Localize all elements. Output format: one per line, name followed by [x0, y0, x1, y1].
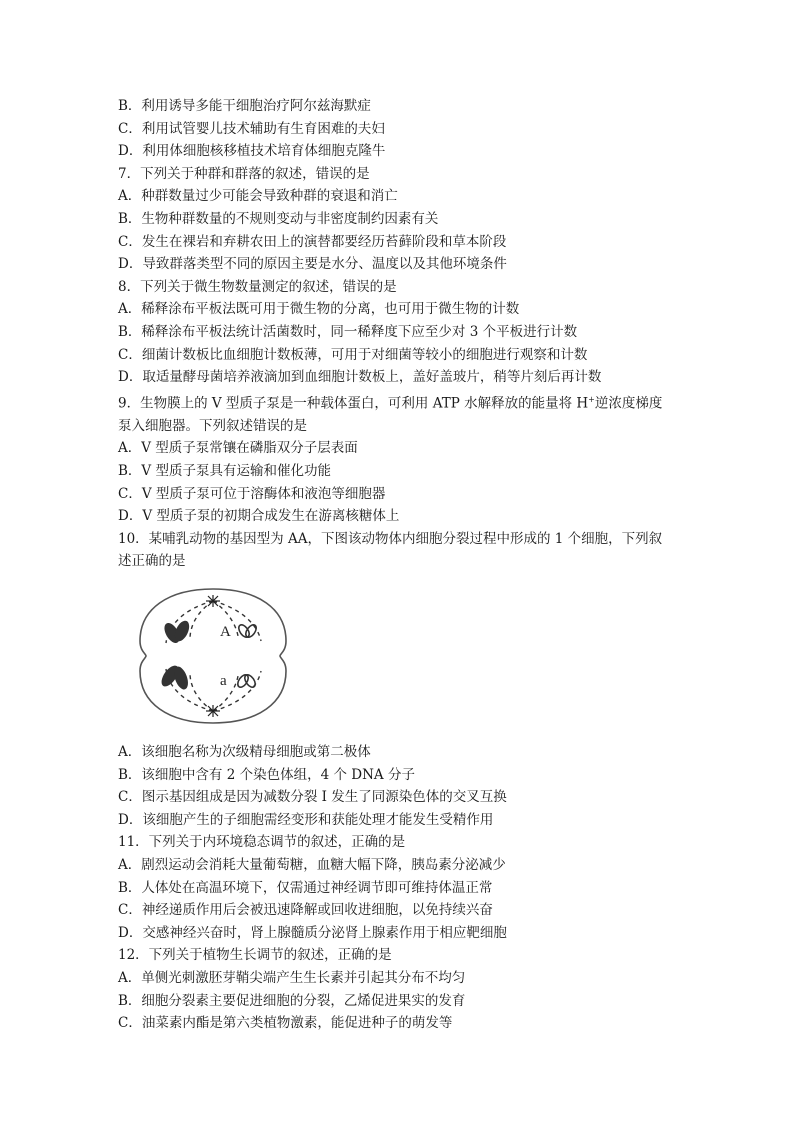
q10-stem-line-1: 10．某哺乳动物的基因型为 AA，下图该动物体内细胞分裂过程中形成的 1 个细胞，下列叙 [118, 530, 663, 547]
centrosome-bottom [206, 705, 220, 717]
q7-option-c: C．发生在裸岩和弃耕农田上的演替都要经历苔藓阶段和草本阶段 [118, 233, 507, 250]
q9-stem-superscript: + [588, 394, 595, 404]
q11-option-c: C．神经递质作用后会被迅速降解或回收进细胞，以免持续兴奋 [118, 902, 493, 919]
q11-option-d: D．交感神经兴奋时，肾上腺髓质分泌肾上腺素作用于相应靶细胞 [118, 924, 507, 941]
q7-option-b: B．生物种群数量的不规则变动与非密度制约因素有关 [118, 210, 439, 227]
q12-option-a: A．单侧光刺激胚芽鞘尖端产生生长素并引起其分布不均匀 [118, 969, 466, 986]
exam-page [118, 95, 678, 1035]
q8-option-a: A．稀释涂布平板法既可用于微生物的分离，也可用于微生物的计数 [118, 301, 520, 318]
q8-option-b: B．稀释涂布平板法统计活菌数时，同一稀释度下应至少对 3 个平板进行计数 [118, 323, 578, 340]
q10-option-b: B．该细胞中含有 2 个染色体组，4 个 DNA 分子 [118, 766, 415, 783]
centrosome-top [206, 595, 220, 607]
q9-stem-text-b: 逆浓度梯度 [594, 395, 663, 412]
q6-option-d: D．利用体细胞核移植技术培育体细胞克隆牛 [118, 143, 386, 160]
cell-membrane [140, 589, 286, 723]
q11-stem: 11．下列关于内环境稳态调节的叙述，正确的是 [118, 834, 406, 851]
q12-option-b: B．细胞分裂素主要促进细胞的分裂，乙烯促进果实的发育 [118, 992, 466, 1009]
q8-stem: 8．下列关于微生物数量测定的叙述，错误的是 [118, 278, 397, 295]
q7-option-a: A．种群数量过少可能会导致种群的衰退和消亡 [118, 188, 398, 205]
q11-option-b: B．人体处在高温环境下，仅需通过神经调节即可维持体温正常 [118, 879, 493, 896]
q9-stem-text-a: 9．生物膜上的 V 型质子泵是一种载体蛋白，可利用 ATP 水解释放的能量将 H [118, 395, 589, 412]
q7-stem: 7．下列关于种群和群落的叙述，错误的是 [118, 165, 370, 182]
q9-option-a: A．V 型质子泵常镶在磷脂双分子层表面 [118, 440, 358, 457]
chromosome-upper-right [237, 623, 259, 639]
q8-option-d: D．取适量酵母菌培养液滴加到血细胞计数板上，盖好盖玻片，稍等片刻后再计数 [118, 369, 602, 386]
q10-stem-line-2: 述正确的是 [118, 553, 186, 570]
q12-option-c: C．油菜素内酯是第六类植物激素，能促进种子的萌发等 [118, 1015, 453, 1032]
chromosome-lower-left [158, 663, 191, 692]
cell-division-figure [128, 581, 298, 731]
q7-option-d: D．导致群落类型不同的原因主要是水分、温度以及其他环境条件 [118, 256, 507, 273]
allele-label-lower: a [220, 672, 227, 689]
allele-label-upper: A [220, 623, 231, 640]
q9-option-c: C．V 型质子泵可位于溶酶体和液泡等细胞器 [118, 485, 386, 502]
q9-stem-line-2: 泵入细胞器。下列叙述错误的是 [118, 417, 307, 434]
q11-option-a: A．剧烈运动会消耗大量葡萄糖，血糖大幅下降，胰岛素分泌减少 [118, 856, 506, 873]
chromosome-lower-right [236, 673, 258, 689]
q9-stem-line-1 [118, 389, 678, 415]
q8-option-c: C．细菌计数板比血细胞计数板薄，可用于对细菌等较小的细胞进行观察和计数 [118, 346, 588, 363]
q9-option-b: B．V 型质子泵具有运输和催化功能 [118, 463, 331, 479]
spindle-fiber [190, 673, 213, 711]
q9-option-d: D．V 型质子泵的初期合成发生在游离核糖体上 [118, 508, 400, 525]
q10-option-c: C．图示基因组成是因为减数分裂 I 发生了同源染色体的交叉互换 [118, 789, 507, 806]
q10-option-a: A．该细胞名称为次级精母细胞或第二极体 [118, 743, 371, 760]
q12-stem: 12．下列关于植物生长调节的叙述，正确的是 [118, 947, 392, 964]
q6-option-b: B．利用诱导多能干细胞治疗阿尔兹海默症 [118, 98, 371, 114]
q6-option-c: C．利用试管婴儿技术辅助有生育困难的夫妇 [118, 120, 385, 137]
q10-option-d: D．该细胞产生的子细胞需经变形和获能处理才能发生受精作用 [118, 811, 494, 828]
spindle-fiber [190, 601, 213, 639]
